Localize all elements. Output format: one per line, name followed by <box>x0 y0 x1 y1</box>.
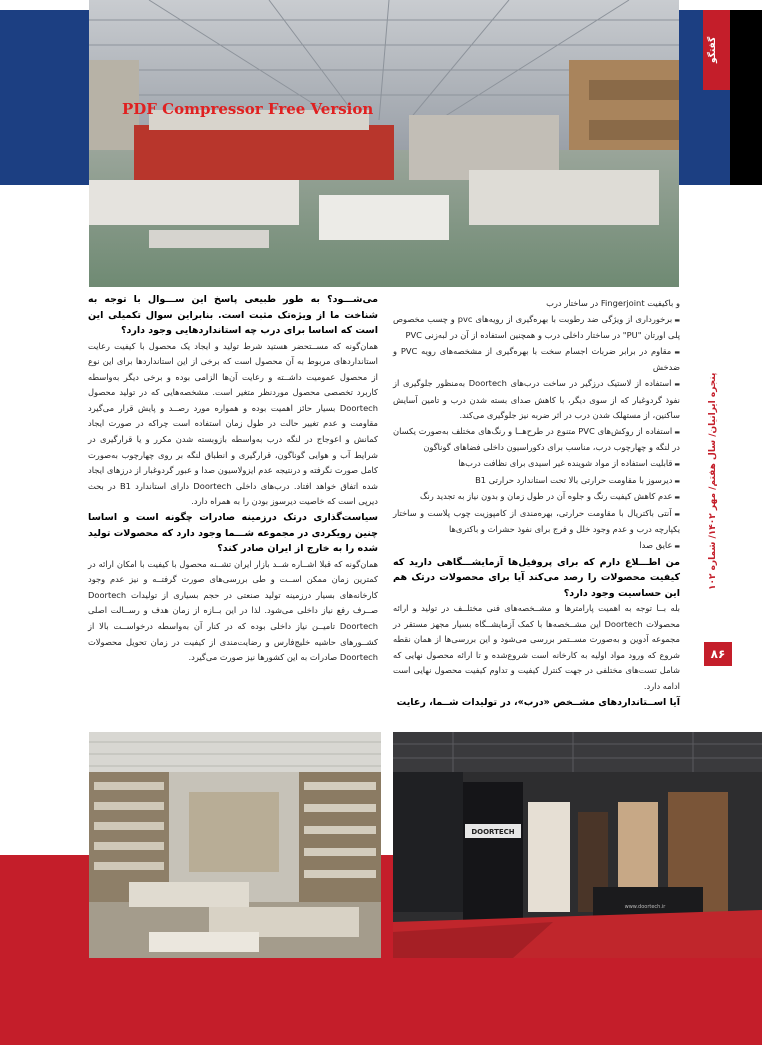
question-heading: می‌شـــود؟ به طور طبیعی پاسخ این ســـوال با توجه به شناخت ما از ویژه‌تک مثبت است. بنابراین سوال تکمیلی این است که اساسا برای درب چه استانداردهایی وجود دارد؟ <box>88 294 378 336</box>
answer-paragraph: بله بــا توجه به اهمیت پارامترها و مشــخصه‌های فنی مختلــف در تولید و ارائه محصولات Doortech این مشــخصه‌ها با کمک آزمایشــگاه بسیار مجهز مستقر در مجموعه آدوین و به‌صورت مســتمر بررسی می‌شود و این بررسی‌ها از همان نقطه شروع که ورود مواد اولیه به کارخانه است شروع‌شده و تا ارائه محصول نهایی که شامل تست‌های مختلفی در جهت کنترل کیفیت و تداوم کیفیت محصول نهایی است ادامه دارد. <box>393 603 681 691</box>
question-heading: سیاست‌گذاری درتک درزمینه صادرات چگونه است و اساسا چنین رویکردی در مجموعه شـــما وجود دارد که محصولات تولید شده را به خارج از ایران صادر کند؟ <box>87 512 378 555</box>
booth-url: www.doortech.ir <box>624 904 666 910</box>
list-item: ▬ استفاده از لاستیک درزگیر در ساخت درب‌های Doortech به‌منظور جلوگیری از نفوذ گردوغبار که از سوی دیگر، با کاهش صدای بسته شدن درب و تامین آسایش ساکنین، از مستهلک شدن درب در اثر ضربه نیز جلوگیری می‌کند. <box>393 376 680 424</box>
page-number: ۸۶ <box>704 642 732 666</box>
list-item: ▬ عدم کاهش کیفیت رنگ و جلوه آن در طول زمان و بدون نیاز به تجدید رنگ <box>393 489 680 506</box>
list-item: ▬ برخورداری از ویژگی ضد رطوبت با بهره‌گیری از رویه‌های pvc و چسب مخصوص پلی اورتان "PU" در ساختار داخلی درب و همچنین استفاده از آن در لبه‌زنی PVC <box>393 312 680 344</box>
list-item: ▬ عایق صدا <box>393 538 680 555</box>
question-heading: من اطـــلاع دارم که برای پروفیل‌ها آزمایشـــگاهی دارید که کیفیت محصولات را رصد می‌کند آیا برای محصولات درتک هم این حساسیت وجود دارد؟ <box>393 556 680 599</box>
list-item: ▬ استفاده از روکش‌های PVC متنوع در طرح‌هــا و رنگ‌های مختلف به‌صورت یکسان در لنگه و چهارچوب درب، مناسب برای دکوراسیون داخلی فضاهای گوناگون <box>393 424 680 456</box>
section-tab-label: گفتگو <box>708 36 718 64</box>
booth-sign: DOORTECH <box>471 828 515 836</box>
answer-paragraph: همان‌گونه که مســتحضر هستید شرط تولید و ایجاد یک محصول با کیفیت رعایت استانداردهای مربوط به آن محصول است که برخی از این استانداردها برای این نوع از محصول عمومیت داشــته و رعایت آن‌ها الزامی بوده و برخی دیگر به‌واسطه کاربرد تخصصی محصول موردنظر متغیر است. مشخصه‌هایی که در تولید محصول Doortech بسیار حائز اهمیت بوده و همواره مورد رصــد و پایش قرار می‌گیرد مقاومت و عدم تغییر حالت در طول زمان استفاده است چراکه در صورت ایجاد کمانش و اعوجاج در لنگه درب به‌واسطه بازوبسته شدن مکرر و یا قرارگیری در شرایط آب و هوایی گوناگون، قرارگیری و انطباق لنگه بر روی چهارچوب به‌صورت کامل صورت نگرفته و درنتیجه عدم ایزولاسیون صدا و عبور گردوغبار از درزهای ایجاد شده اتفاق خواهد افتاد. درب‌های داخلی Doortech دارای استاندارد B1 در بحث دیرپی است که خاصیت دیرسوز بودن را به همراه دارد. <box>88 340 379 507</box>
answer-paragraph: همان‌گونه که قبلا اشــاره شــد بازار ایران تشــنه محصول با کیفیت با امکان ارائه در کمترین زمان ممکن اســت و طی بررسی‌های صورت گرفتــه و نیز عدم وجود کارخانه‌های بسیار درزمینه تولید صنعتی در حجم بسیاری از تولیدات Doortech صــرف رفع نیاز داخلی می‌شود. لذا در این بــازه از زمان هدف و رســالت اصلی Doortech تامیــن نیاز داخلی بوده که در کنار آن به‌واسطه درخواســت بالا از کشــورهای حاشیه خلیج‌فارس و رضایت‌مندی از کیفیت در زمان تحویل محصولات Doortech صادرات به این کشورها نیز صورت می‌گیرد. <box>88 558 378 663</box>
list-item: ▬ مقاوم در برابر ضربات اجسام سخت با بهره‌گیری از مشخصه‌های رویه PVC و ضدخش <box>393 344 680 376</box>
warehouse-photo <box>89 732 381 958</box>
right-text-column <box>393 296 680 710</box>
factory-hall-photo <box>89 0 679 287</box>
list-item: ▬ دیرسوز با مقاومت حرارتی بالا تحت استاندارد حرارتی B1 <box>393 473 680 490</box>
left-text-column <box>88 292 378 666</box>
list-item: ▬ آنتی باکتریال با مقاومت حرارتی، بهره‌مندی از کامپوزیت چوب پلاست و ساختار یکپارچه درب و عدم وجود خلل و فرج برای نفوذ حشرات و باکتری‌ها <box>393 506 680 538</box>
watermark: PDF Compressor Free Version <box>122 100 374 118</box>
exhibition-booth-photo <box>393 732 762 958</box>
side-black-strip <box>730 10 762 185</box>
list-item: ▬ قابلیت استفاده از مواد شوینده غیر اسیدی برای نظافت درب‌ها <box>393 456 680 473</box>
question-heading: آیا اســتانداردهای مشــخص «درب»، در تولیدات شــما، رعایت <box>396 696 680 708</box>
intro-line: و باکیفیت Fingerjoint در ساختار درب <box>546 298 680 308</box>
magazine-info: پنجره ایرانیان/ سال هفتم/ مهر ۱۴۰۲/ شماره ۱۰۲ <box>708 372 718 590</box>
